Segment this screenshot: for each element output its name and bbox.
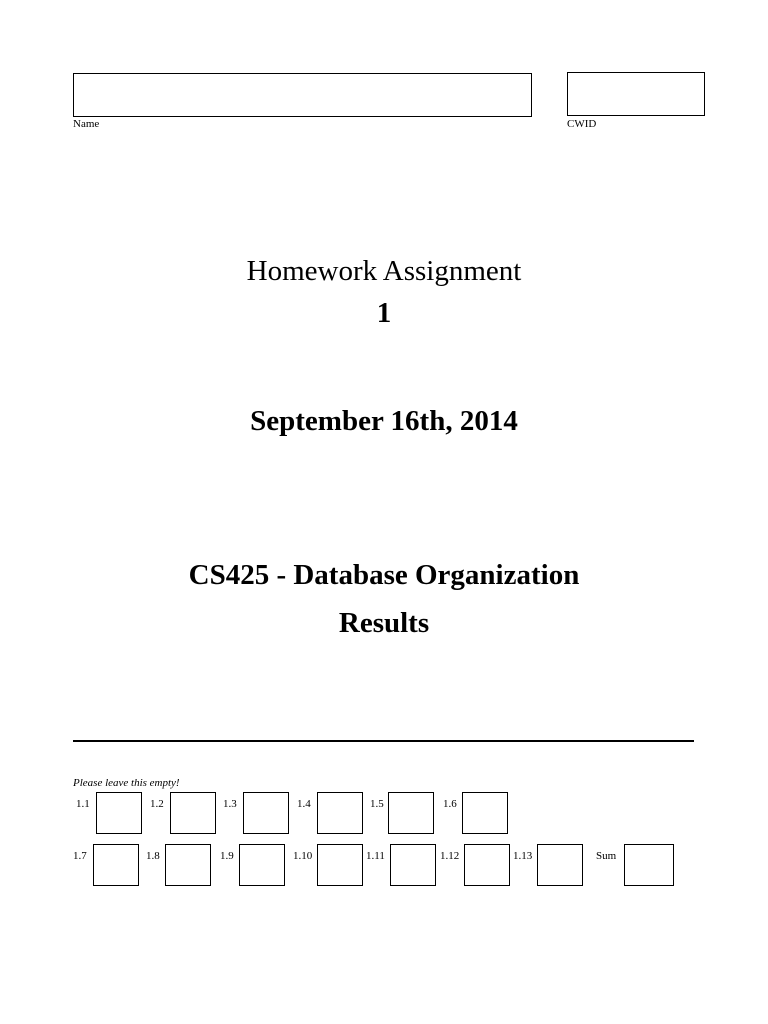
name-field[interactable] bbox=[73, 73, 532, 117]
score-box[interactable] bbox=[317, 844, 363, 886]
score-box[interactable] bbox=[624, 844, 674, 886]
score-box[interactable] bbox=[243, 792, 289, 834]
score-box[interactable] bbox=[464, 844, 510, 886]
score-label: 1.12 bbox=[440, 850, 460, 862]
score-box[interactable] bbox=[537, 844, 583, 886]
course-title: CS425 - Database Organization bbox=[188, 559, 580, 591]
score-label: 1.11 bbox=[366, 850, 385, 862]
score-label: 1.1 bbox=[76, 798, 90, 810]
score-box[interactable] bbox=[170, 792, 216, 834]
assignment-title: Homework Assignment bbox=[246, 255, 522, 287]
score-box[interactable] bbox=[462, 792, 508, 834]
score-box[interactable] bbox=[317, 792, 363, 834]
results-heading: Results bbox=[338, 607, 430, 639]
score-box[interactable] bbox=[96, 792, 142, 834]
cwid-label: CWID bbox=[567, 118, 597, 130]
assignment-date: September 16th, 2014 bbox=[250, 405, 518, 437]
assignment-number: 1 bbox=[376, 297, 392, 329]
score-box[interactable] bbox=[388, 792, 434, 834]
score-box[interactable] bbox=[165, 844, 211, 886]
cwid-field[interactable] bbox=[567, 72, 705, 116]
divider-line bbox=[73, 740, 694, 742]
score-label: 1.2 bbox=[150, 798, 164, 810]
score-label: 1.9 bbox=[220, 850, 234, 862]
score-label: 1.8 bbox=[146, 850, 160, 862]
score-label: 1.13 bbox=[513, 850, 533, 862]
score-label: 1.10 bbox=[293, 850, 313, 862]
score-label: 1.3 bbox=[223, 798, 237, 810]
grading-note: Please leave this empty! bbox=[73, 777, 180, 789]
score-box[interactable] bbox=[390, 844, 436, 886]
score-label: 1.4 bbox=[297, 798, 311, 810]
score-box[interactable] bbox=[239, 844, 285, 886]
score-box[interactable] bbox=[93, 844, 139, 886]
score-label: 1.5 bbox=[370, 798, 384, 810]
name-label: Name bbox=[73, 118, 100, 130]
score-label: Sum bbox=[596, 850, 617, 862]
score-label: 1.6 bbox=[443, 798, 457, 810]
score-label: 1.7 bbox=[73, 850, 87, 862]
